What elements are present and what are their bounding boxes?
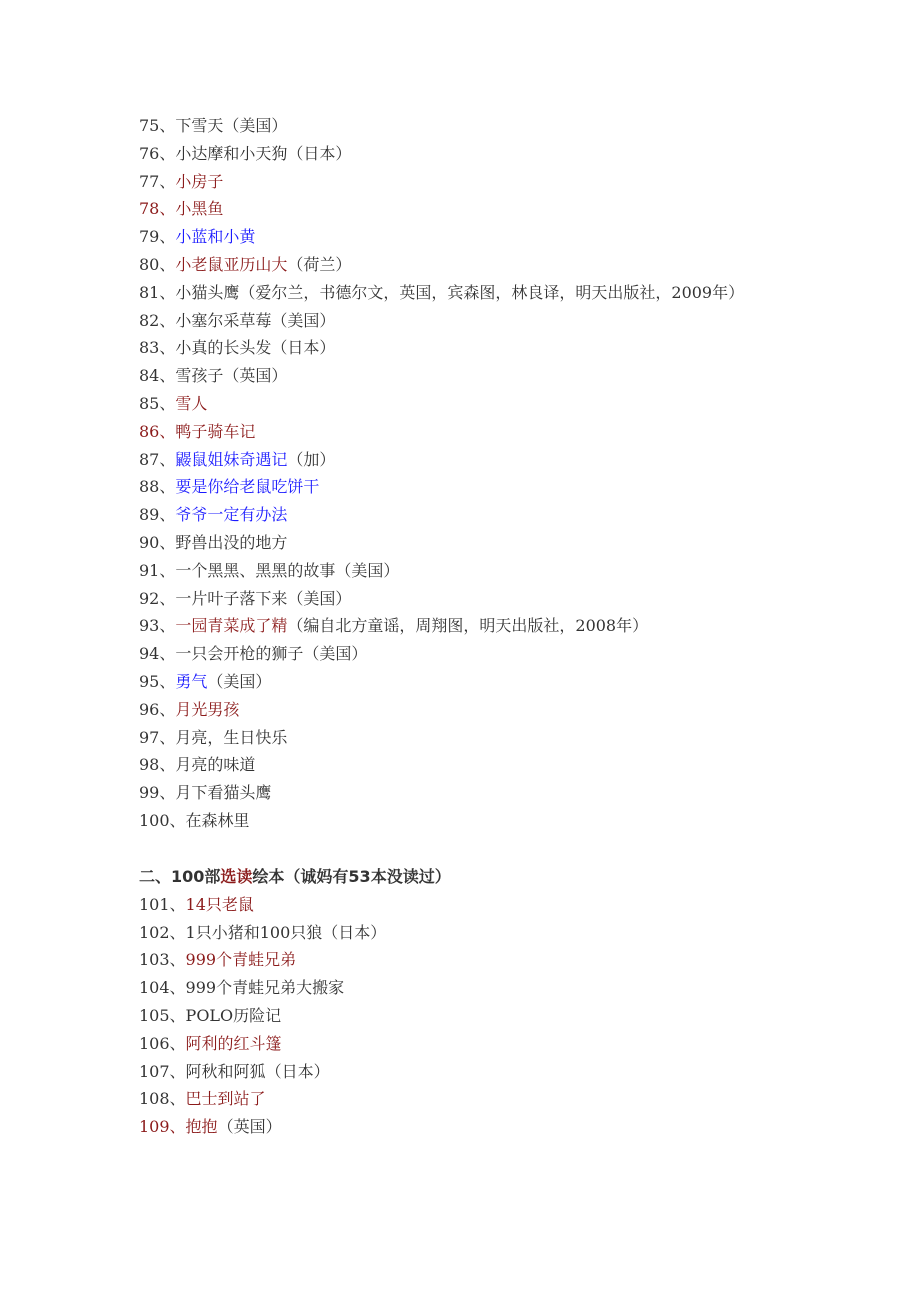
book-title: 阿利的红斗篷: [185, 1033, 282, 1053]
item-number: 104、: [139, 978, 186, 998]
book-note: （英国）: [223, 366, 288, 386]
book-title: 月亮，生日快乐: [175, 727, 288, 747]
book-list-item: [139, 1113, 779, 1141]
book-title: 小蓝和小黄: [175, 227, 256, 247]
item-number: 76、: [139, 143, 176, 163]
book-list-item: [139, 1030, 779, 1058]
book-note: （美国）: [287, 588, 352, 608]
book-title: 在森林里: [185, 810, 250, 830]
item-number: 81、: [139, 282, 176, 302]
book-list-item: [139, 807, 779, 835]
book-title: 月下看猫头鹰: [175, 783, 272, 803]
book-title: 爷爷一定有办法: [175, 505, 288, 525]
book-note: （荷兰）: [287, 254, 352, 274]
book-list-item: [139, 1058, 779, 1086]
book-title: 勇气: [175, 671, 208, 691]
book-title: 要是你给老鼠吃饼干: [175, 477, 320, 497]
book-title: 雪孩子: [175, 366, 224, 386]
item-number: 95、: [139, 671, 176, 691]
book-list-item: [139, 946, 779, 974]
book-list-item: [139, 168, 779, 196]
book-title: 小老鼠亚历山大: [175, 254, 288, 274]
item-number: 96、: [139, 699, 176, 719]
book-list-item: [139, 501, 779, 529]
book-list-item: [139, 640, 779, 668]
book-note: （英国）: [217, 1117, 282, 1137]
book-note: （日本）: [265, 1061, 330, 1081]
book-title: 下雪天: [175, 116, 224, 135]
book-list-part-2: [139, 891, 779, 1141]
book-note: （美国）: [207, 671, 272, 691]
book-list-item: [139, 140, 779, 168]
item-number: 107、: [139, 1061, 186, 1081]
item-number: 91、: [139, 560, 176, 580]
book-title: 1只小猪和100只狼: [185, 922, 323, 942]
section-heading: [139, 863, 779, 891]
book-title: 小塞尔采草莓: [175, 310, 272, 330]
item-number: 101、: [139, 894, 186, 914]
item-number: 94、: [139, 644, 176, 664]
book-title: 月光男孩: [175, 699, 240, 719]
item-number: 98、: [139, 755, 176, 775]
item-number: 84、: [139, 366, 176, 386]
book-title: 小真的长头发: [175, 338, 272, 358]
item-number: 102、: [139, 922, 186, 942]
book-list-item: [139, 334, 779, 362]
book-note: （美国）: [223, 116, 288, 135]
spacer: [139, 835, 779, 863]
section-heading-part-2: 绘本（诚妈有53本没读过）: [252, 866, 451, 886]
item-number: 82、: [139, 310, 176, 330]
book-list-item: [139, 974, 779, 1002]
book-list-item: [139, 1085, 779, 1113]
book-note: （爱尔兰，书德尔文，英国，宾森图，林良译，明天出版社，2009年）: [239, 282, 745, 302]
book-note: （加）: [287, 449, 336, 469]
book-list-part-1: [139, 112, 779, 835]
book-title: 一园青菜成了精: [175, 616, 288, 636]
book-title: 鼹鼠姐妹奇遇记: [175, 449, 288, 469]
book-list-item: [139, 585, 779, 613]
book-note: （美国）: [271, 310, 336, 330]
item-number: 79、: [139, 227, 176, 247]
document-page: [139, 112, 779, 1141]
item-number: 85、: [139, 393, 176, 413]
book-list-item: [139, 668, 779, 696]
book-title: 999个青蛙兄弟: [185, 950, 297, 970]
item-number: 78、: [139, 199, 176, 219]
book-list-item: [139, 557, 779, 585]
book-list-item: [139, 251, 779, 279]
book-title: 一个黑黑、黑黑的故事: [175, 560, 336, 580]
item-number: 105、: [139, 1005, 186, 1025]
book-list-item: [139, 223, 779, 251]
item-number: 89、: [139, 505, 176, 525]
book-title: 14只老鼠: [185, 894, 254, 914]
book-note: （美国）: [303, 644, 368, 664]
book-title: 雪人: [175, 393, 208, 413]
book-list-item: [139, 919, 779, 947]
book-note: （美国）: [335, 560, 400, 580]
book-title: 抱抱: [185, 1117, 218, 1137]
item-number: 97、: [139, 727, 176, 747]
book-title: 鸭子骑车记: [175, 421, 256, 441]
book-title: 小猫头鹰: [175, 282, 240, 302]
book-note: （日本）: [287, 143, 352, 163]
item-number: 88、: [139, 477, 176, 497]
book-list-item: [139, 418, 779, 446]
item-number: 77、: [139, 171, 176, 191]
book-title: 巴士到站了: [185, 1089, 266, 1109]
book-title: 月亮的味道: [175, 755, 256, 775]
item-number: 93、: [139, 616, 176, 636]
book-list-item: [139, 362, 779, 390]
book-title: 一片叶子落下来: [175, 588, 288, 608]
book-list-item: [139, 279, 779, 307]
book-list-item: [139, 779, 779, 807]
book-list-item: [139, 307, 779, 335]
item-number: 87、: [139, 449, 176, 469]
book-title: 999个青蛙兄弟大搬家: [185, 978, 345, 998]
book-list-item: [139, 724, 779, 752]
book-list-item: [139, 473, 779, 501]
book-note: （编自北方童谣，周翔图，明天出版社，2008年）: [287, 616, 649, 636]
item-number: 86、: [139, 421, 176, 441]
item-number: 99、: [139, 783, 176, 803]
book-list-item: [139, 390, 779, 418]
book-list-item: [139, 112, 779, 140]
book-title: 小房子: [175, 171, 224, 191]
item-number: 90、: [139, 532, 176, 552]
book-title: 一只会开枪的狮子: [175, 644, 304, 664]
book-note: （日本）: [322, 922, 387, 942]
book-list-item: [139, 751, 779, 779]
item-number: 75、: [139, 116, 176, 135]
item-number: 108、: [139, 1089, 186, 1109]
book-list-item: [139, 1002, 779, 1030]
section-heading-part-1: 二、100部: [139, 866, 221, 886]
item-number: 100、: [139, 810, 186, 830]
book-list-item: [139, 446, 779, 474]
book-list-item: [139, 891, 779, 919]
book-list-item: [139, 195, 779, 223]
book-title: 野兽出没的地方: [175, 532, 288, 552]
item-number: 92、: [139, 588, 176, 608]
book-title: 小达摩和小天狗: [175, 143, 288, 163]
section-heading-highlight: 选读: [220, 866, 253, 886]
book-title: 小黑鱼: [175, 199, 224, 219]
book-note: （日本）: [271, 338, 336, 358]
book-title: POLO历险记: [185, 1005, 282, 1025]
item-number: 80、: [139, 254, 176, 274]
book-list-item: [139, 696, 779, 724]
item-number: 103、: [139, 950, 186, 970]
item-number: 109、: [139, 1117, 186, 1137]
book-list-item: [139, 612, 779, 640]
book-list-item: [139, 529, 779, 557]
book-title: 阿秋和阿狐: [185, 1061, 266, 1081]
item-number: 106、: [139, 1033, 186, 1053]
item-number: 83、: [139, 338, 176, 358]
